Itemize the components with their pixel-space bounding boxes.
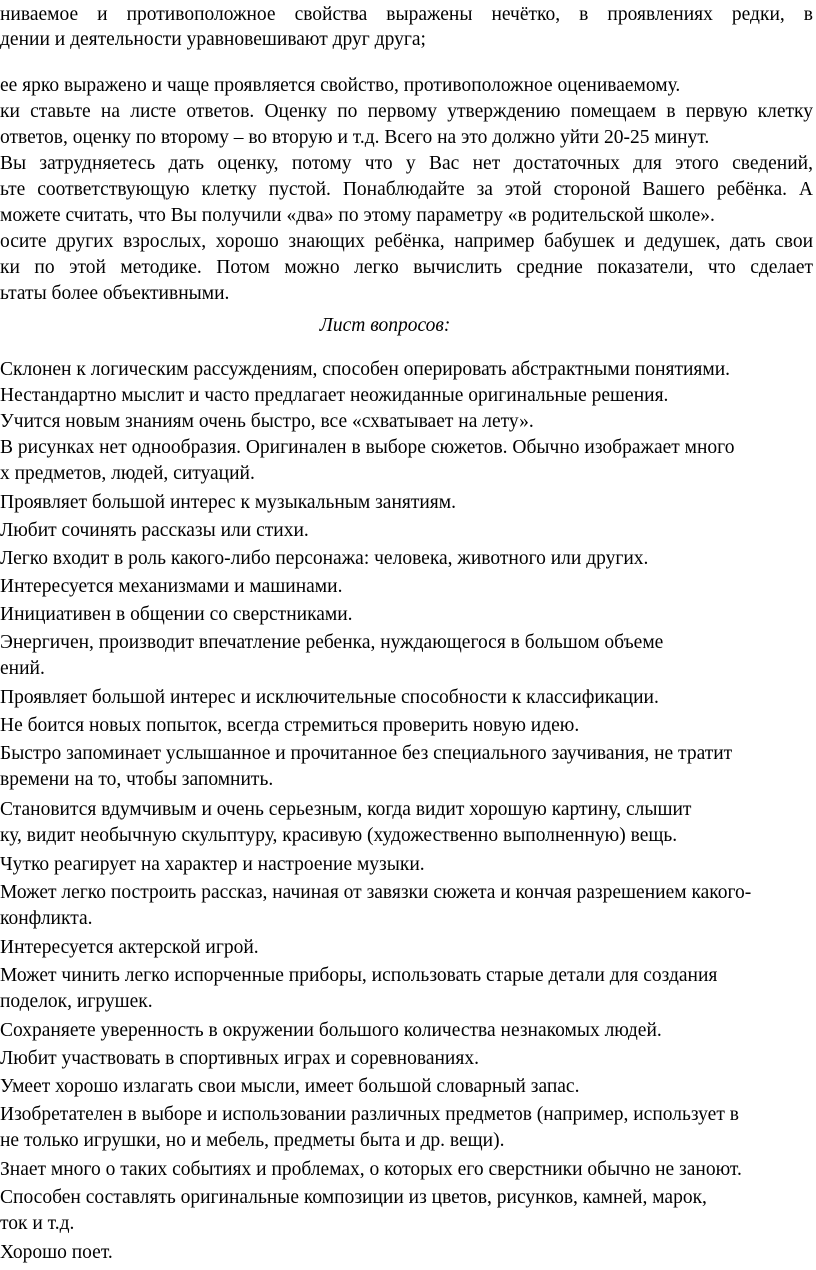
question-line-12: ений. (0, 658, 45, 679)
question-line-31: Способен составлять оригинальные композиции из цветов, рисунков, камней, марок, (0, 1187, 707, 1208)
question-line-24: поделок, игрушек. (0, 991, 153, 1012)
question-line-3: Учится новым знаниям очень быстро, все «схватывает на лету». (0, 411, 534, 432)
intro-line-1: ниваемое и противоположное свойства выражены нечётко, в проявлениях редки, в (0, 4, 813, 25)
question-line-33: Хорошо поет. (0, 1242, 113, 1263)
question-line-27: Умеет хорошо излагать свои мысли, имеет большой словарный запас. (0, 1076, 580, 1097)
question-line-21: конфликта. (0, 908, 93, 929)
intro-line-3: ее ярко выражено и чаще проявляется свойство, противоположное оцениваемому. (0, 75, 681, 96)
intro-line-7: ьте соответствующую клетку пустой. Понаблюдайте за этой стороной Вашего ребёнка. А (0, 179, 813, 200)
question-line-14: Не боится новых попыток, всегда стремиться проверить новую идею. (0, 715, 580, 736)
intro-line-6: Вы затрудняетесь дать оценку, потому что у Вас нет достаточных для этого сведений, (0, 153, 813, 174)
intro-line-8: можете считать, что Вы получили «два» по этому параметру «в родительской школе». (0, 205, 715, 226)
question-line-8: Легко входит в роль какого-либо персонажа: человека, животного или других. (0, 548, 649, 569)
question-line-16: времени на то, чтобы запомнить. (0, 769, 274, 790)
question-line-9: Интересуется механизмами и машинами. (0, 576, 343, 597)
intro-line-4: ки ставьте на листе ответов. Оценку по первому утверждению помещаем в первую клетку (0, 101, 813, 122)
question-line-15: Быстро запоминает услышанное и прочитанное без специального заучивания, не тратит (0, 743, 733, 764)
intro-line-11: ьтаты более объективными. (0, 283, 230, 304)
question-line-4: В рисунках нет однообразия. Оригинален в выборе сюжетов. Обычно изображает много (0, 437, 735, 458)
question-line-10: Инициативен в общении со сверстниками. (0, 604, 353, 625)
question-line-1: Склонен к логическим рассуждениям, способен оперировать абстрактными понятиями. (0, 359, 731, 380)
question-line-7: Любит сочинять рассказы или стихи. (0, 520, 309, 541)
question-line-25: Сохраняете уверенность в окружении большого количества незнакомых людей. (0, 1020, 662, 1041)
question-line-20: Может легко построить рассказ, начиная от завязки сюжета и кончая разрешением какого- (0, 882, 752, 903)
question-line-32: ток и т.д. (0, 1213, 75, 1234)
question-line-13: Проявляет большой интерес и исключительные способности к классификации. (0, 687, 659, 708)
question-line-28: Изобретателен в выборе и использовании различных предметов (например, использует в (0, 1104, 739, 1125)
question-line-23: Может чинить легко испорченные приборы, использовать старые детали для создания (0, 965, 718, 986)
question-line-18: ку, видит необычную скульптуру, красивую (художественно выполненную) вещь. (0, 825, 678, 846)
question-line-22: Интересуется актерской игрой. (0, 937, 259, 958)
question-line-29: не только игрушки, но и мебель, предметы быта и др. вещи). (0, 1130, 505, 1151)
intro-line-2: дении и деятельности уравновешивают друг друга; (0, 29, 426, 50)
question-line-6: Проявляет большой интерес к музыкальным занятиям. (0, 492, 456, 513)
question-line-5: х предметов, людей, ситуаций. (0, 463, 255, 484)
question-line-2: Нестандартно мыслит и часто предлагает неожиданные оригинальные решения. (0, 385, 669, 406)
section-title: Лист вопросов: (319, 315, 451, 336)
question-line-11: Энергичен, производит впечатление ребенка, нуждающегося в большом объеме (0, 632, 664, 653)
question-line-30: Знает много о таких событиях и проблемах, о которых его сверстники обычно не заноют. (0, 1159, 742, 1180)
question-line-17: Становится вдумчивым и очень серьезным, когда видит хорошую картину, слышит (0, 799, 692, 820)
question-line-26: Любит участвовать в спортивных играх и соревнованиях. (0, 1048, 479, 1069)
intro-line-10: ки по этой методике. Потом можно легко вычислить средние показатели, что сделает (0, 257, 813, 278)
intro-line-5: ответов, оценку по второму – во вторую и т.д. Всего на это должно уйти 20-25 минут. (0, 127, 710, 148)
question-line-19: Чутко реагирует на характер и настроение музыки. (0, 854, 425, 875)
intro-line-9: осите других взрослых, хорошо знающих ребёнка, например бабушек и дедушек, дать свои (0, 231, 813, 252)
